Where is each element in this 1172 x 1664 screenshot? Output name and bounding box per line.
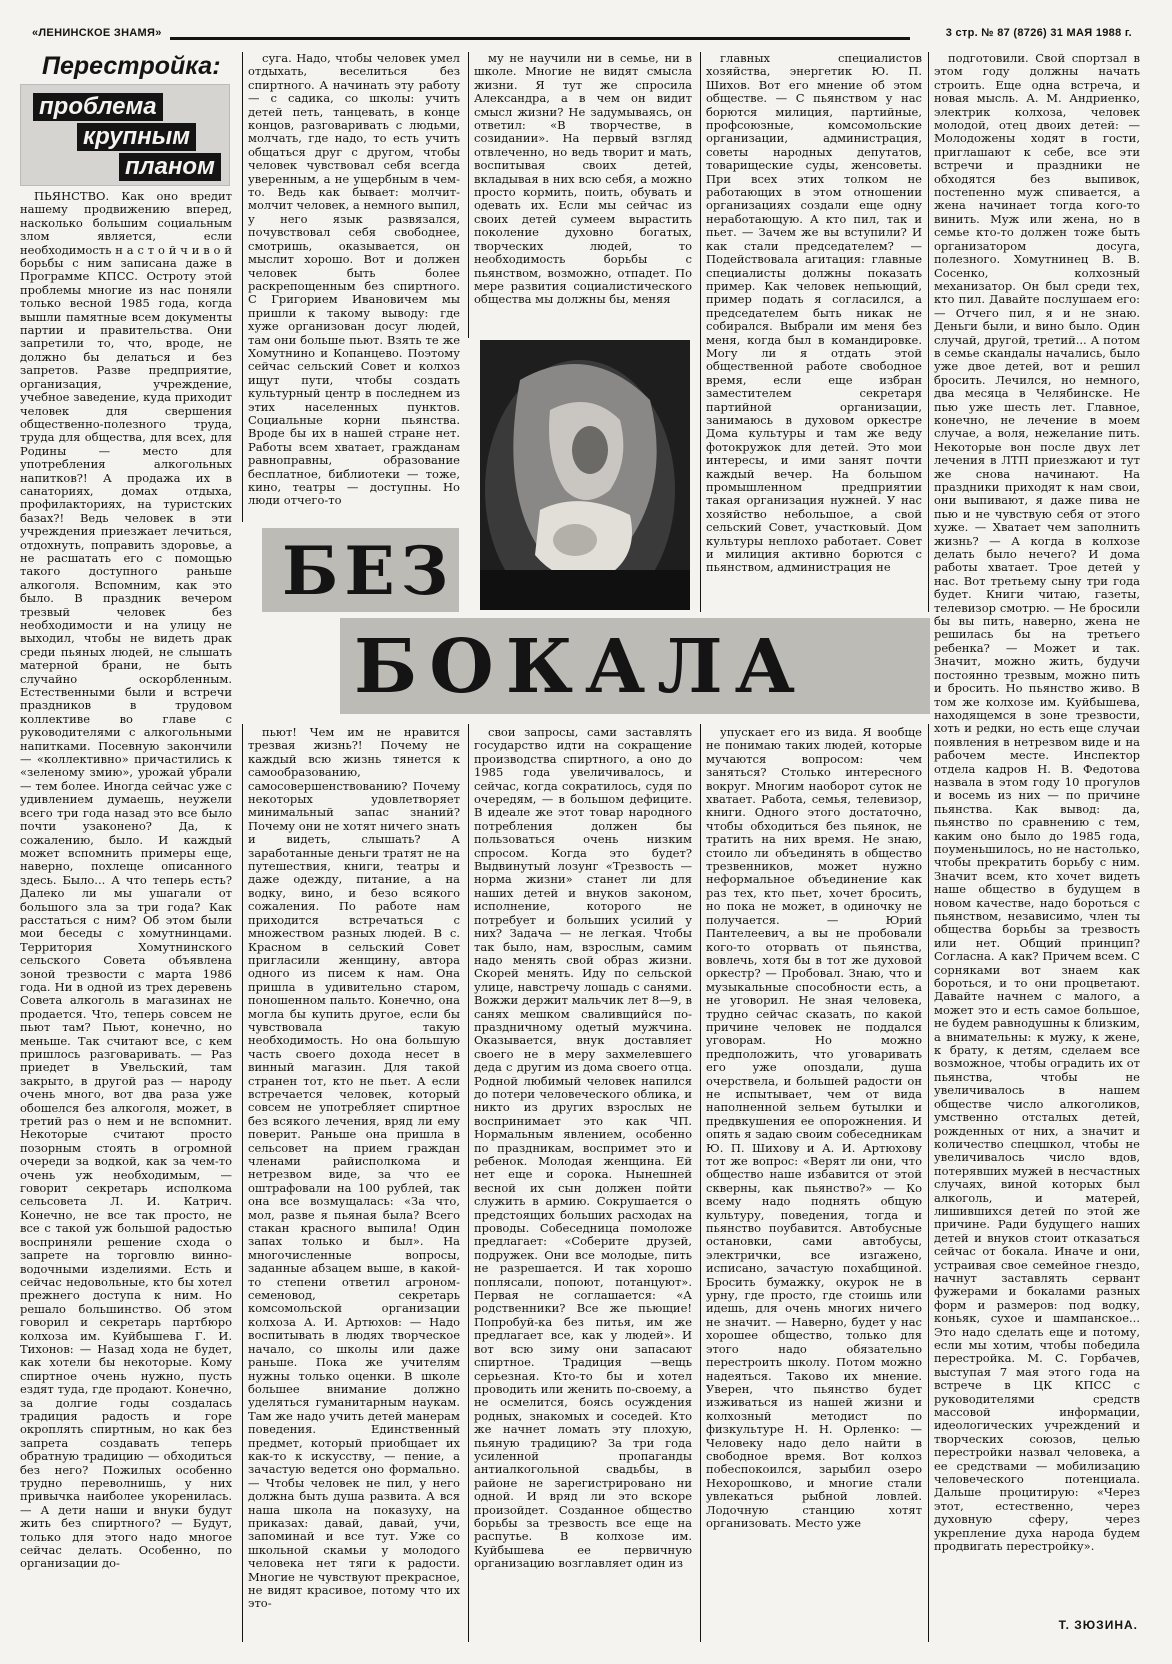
author-byline: Т. ЗЮЗИНА. [1058,1618,1138,1632]
mother-and-child-photo [480,340,690,610]
article-title-text: БОКАЛА [354,624,807,710]
article-column-1 [20,190,232,1640]
article-column-3 [474,52,692,336]
newspaper-name: «ЛЕНИНСКОЕ ЗНАМЯ» [32,27,162,39]
column-rule [700,724,701,1642]
rubric-line-3: планом [119,153,221,181]
header-rule [170,37,910,40]
article-text: главных специалистов хозяйства, энергетик Ю. П. Шихов. Вот его мнение об этом обществе. — С пьянством у нас борются милиция, партийные, профсоюзные, комсомольские организации, администрация, советы народных депутатов, товарищеские суды, женсоветы. При всех этих толком не работающих в этом отношении организациях создали еще одну неработающую. А кто пил, так и пьет. — Зачем же вы вступили? И как стали председателем? — Подействовала агитация: главные специалисты должны показать пример. Как человек непьющий, пример подать я согласился, а председателем быть никак не собирался. Выбрали им меня без меня, когда был в командировке. Могу ли я отдать этой общественной работе свободное время, если еще избран заместителем секретаря партийной организации, занимаюсь в духовом оркестре Дома культуры и там же веду фотокружок для детей. Это мои интересы, и ими занят почти каждый вечер. На большом промышленном предприятии такая организация нужней. У нас хозяйство небольшое, а свой сельский Совет, участковый. Дом культуры неплохо работает. Совет и милиция активно борются с пьянством, администрация не [706,52,922,575]
rubric-line-1: проблема [33,93,163,121]
article-column-7 [474,726,692,1640]
rubric-title: Перестройка: [42,52,221,80]
column-rule [242,52,243,522]
rubric-banner [20,84,230,186]
column-rule [928,52,929,612]
article-text: свои запросы, сами заставлять государство идти на сокращение производства спиртного, а оно до 1985 года увеличивалось, и сейчас, когда сократилось, судя по очередям, — в большом дефиците. В идеале же этот товар народного потребления должен бы пользоваться очень низким спросом. Когда это будет? Выдвинутый лозунг «Трезвость — норма жизни» станет ли для наших детей и внуков законом, исполнение, которого не потребует и больших усилий у них? Задача — не легкая. Чтобы так было, нам, взрослым, самим надо менять свой образ жизни. Скорей менять. Иду по сельской улице, навстречу лошадь с санями. Вожжи держит мальчик лет 8—9, в санях мешком сваливщийся по-праздничному одетый мужчина. Оказывается, внук доставляет своего не в меру захмелевшего деда с другим из дома своего отца. Родной любимый человек напился до потери человеческого облика, и никто из других взрослых не воспринимает это как ЧП. Нормальным явлением, особенно по праздникам, воспримет это и ребенок. Молодая женщина. Ей нет еще и сорока. Нынешней весной их сын должен пойти служить в армию. Сокрушается о предстоящих больших расходах на проводы. Собеседница помоложе предлагает: «Соберите друзей, подружек. Они все молодые, пить не разрешается. И так хорошо поплясали, попоют, потанцуют». Первая не соглашается: «А родственники? Все же пьющие! Попробуй-ка без питья, им же предлагает все, как у людей». И вот всю зиму они запасают спиртное. Традиция —вещь серьезная. Кто-то бы и хотел проводить или женить по-своему, а не осмелится, боясь осуждения родных, знакомых и соседей. Кто же начнет ломать эту плохую, пьяную традицию? За три года усиленной пропаганды антиалкогольной свадьбы, в районе не зарегистрировано ни одной. И вряд ли это вскоре произойдет. Созданное общество борьбы за трезвость все еще на распутье. В колхозе им. Куйбышева ее первичную организацию возглавляет один из [474,726,692,1571]
article-text: подготовили. Свой спортзал в этом году должны начать строить. Еще одна встреча, и новая мысль. А. М. Андриенко, электрик колхоза, человек молодой, отец двоих детей: — Молодожены ходят в гости, приглашают к себе, все эти встречи и праздники не обходятся без выпивок, постепенно муж спивается, а жена начинает тогда кого-то винить. Муж или жена, но в семье кто-то должен тоже быть организатором досуга, полезного. Хомутнинец В. В. Сосенко, колхозный механизатор. Он был среди тех, кто пил. Давайте послушаем его: — Отчего пил, я и не знаю. Деньги были, и вино было. Один случай, другой, третий... А потом в семье скандалы начались, было уже двое детей, вот и решил бросить. Лечился, но немного, два месяца в Челябинске. Не пью уже шесть лет. Главное, конечно, не лечение в моем случае, а воля, нежелание пить. Некоторые вон после двух лет лечения в ЛТП приезжают и тут же снова начинают. На праздники приходят к нам свои, они выпивают, я даже пива не пью и не чувствую себя от этого хуже. — Хватает чем заполнить жизнь? — А когда в колхозе делать было нечего? И дома работы хватает. Трое детей у нас. Вот третьему сыну три года будет. Книги читаю, газеты, телевизор смотрю. — Не бросили бы вы пить, наверно, жена не решилась бы на третьего ребенка? — Может и так. Значит, можно жить, будучи постоянно трезвым, можно пить и бросить. Но пьянство живо. В том же колхозе им. Куйбышева, находящемся в зоне трезвости, хоть и редки, но есть еще случаи появления в нетрезвом виде и на рабочем месте. Инспектор отдела кадров Н. В. Федотова назвала в этом году 10 прогулов и восемь из них — по причине пьянства. Как вывод: да, пьянство по сравнению с тем, каким оно было до 1985 года, поуменьшилось, но не настолько, чтобы прекратить борьбу с ним. Значит всем, кто хочет видеть наше общество в будущем в новом качестве, надо бороться с пьянством, независимо, член ты общества борьбы за трезвость или нет. Общий принцип? Согласна. А как? Причем всем. С сорняками вот знаем как бороться, и то они процветают. Давайте начнем с малого, а может это и есть самое большое, не будем равнодушны к близким, а внимательны: к мужу, к жене, к брату, к детям, сделаем все возможное, чтобы оградить их от пьянства, чтобы не увеличивалось в нашем обществе число алкоголиков, умственно отсталых детей, рожденных от них, а значит и количество спецшкол, чтобы не увеличивалось число вдов, потерявших мужей в несчастных случаях, виной которых был алкоголь, и матерей, лишившихся детей по этой же причине. Ради будущего наших детей и внуков стоит отказаться сейчас от бокала. Иначе и они, устраивая свое семейное гнездо, начнут заставлять сервант фужерами и бокалами разных форм и размеров: под водку, коньяк, сухое и шампанское... Это надо сделать еще и потому, если мы хотим, чтобы победила перестройка. М. С. Горбачев, выступая 7 мая этого года на встрече в ЦК КПСС с руководителями средств массовой информации, идеологических учреждений и творческих союзов, целью перестройки назвал человека, а ее средствами — мобилизацию человеческого потенциала. Дальше процитирую: «Через этот, естественно, через духовную сферу, через укрепление духа народа будем продвигать перестройку». [934,52,1140,1554]
column-rule [468,724,469,1642]
column-rule [700,52,701,612]
article-text: пьют! Чем им не нравится трезвая жизнь?! Почему не каждый всю жизнь тянется к самообразованию, самосовершенствованию? Почему некоторых удовлетворяет минимальный запас знаний? Почему они не хотят ничего знать и видеть, слышать? А заработанные деньги тратят не на путешествия, книги, театры и даже одежду, питание, а на водку, вино, и безо всякого сожаления. По работе нам приходится встречаться с множеством разных людей. В с. Красном в сельский Совет пригласили женщину, автора одного из писем к нам. Она пришла в удивительно старом, поношенном пальто. Конечно, она могла бы купить другое, если бы чувствовала такую необходимость. Но она большую часть своего дохода несет в винный магазин. Для такой странен тот, кто не пьет. А если встречается человек, который совсем не употребляет спиртное без всякого лечения, вряд ли ему поверит. Раньше она пришла в сельсовет на прием граждан членами райисполкома и нетрезвом виде, за что ее оштрафовали на 100 рублей, так она все возмущалась: «За что, мол, разве я пьяная была? Всего стакан красного выпила! Один запах только и был». На многочисленные вопросы, заданные абзацем выше, в какой-то степени ответил агроном-семеновод, секретарь комсомольской организации колхоза А. И. Артюхов: — Надо воспитывать в людях творческое начало, со школы или даже раньше. Пока же учителям нужны только оценки. В школе большее внимание должно уделяться гуманитарным наукам. Там же надо учить детей манерам поведения. Единственный предмет, который приобщает их как-то к искусству, — пение, а зачастую ведется оно формально. — Чтобы человек не пил, у него должна быть душа развита. А вся наша школа на показуху, на приказах: давай, давай, учи, запоминай и все тут. Уже со школьной скамьи у молодого человека нет тяги к радости. Многие не чувствуют прекрасное, не видят красивое, потому что их это- [248,726,460,1611]
photo-illustration [480,340,690,610]
article-column-2 [248,52,460,522]
rubric-line-2: крупным [77,123,196,151]
article-title-part-1 [262,528,459,612]
article-column-8 [706,726,922,1640]
article-text: суга. Надо, чтобы человек умел отдыхать, веселиться без спиртного. А начинать эту работу — с садика, со школы: учить детей петь, танцевать, в конце концов, разговаривать с людьми, молчать, где надо, то есть учить общаться друг с другом, чтобы человек чувствовал себя всегда уверенным, а не ущербным в чем-то. Ведь как бывает: молчит-молчит человек, а немного выпил, у него язык развязался, почувствовал себя свободнее, смотришь, оказывается, он мыслит хорошо. Вот и должен человек быть более раскрепощенным без спиртного. С Григорием Ивановичем мы пришли к такому выводу: где хуже организован досуг людей, там они больше пьют. Взять те же Хомутнино и Копанцево. Поэтому сейчас сельский Совет и колхоз ищут пути, чтобы создать культурный центр в последнем из этих населенных пунктов. Социальные корни пьянства. Вроде бы их в нашей стране нет. Работы всем хватает, гражданам равноправны, образование бесплатное, библиотеки — тоже, кино, театры — доступны. Но люди отчего-то [248,52,460,508]
article-text: упускает его из вида. Я вообще не понимаю таких людей, которые мучаются вопросом: чем заняться? Столько интересного вокруг. Многим наоборот суток не хватает. Работа, семья, телевизор, книги. Одного этого достаточно, чтобы обходиться без пьянок, не тратить на них время. Не знаю, стоило ли объединять в общество трезвенников, может нужно неформальное объединение как раз тех, кто пьет, хочет бросить, но пока не может, в одиночку не получается. — Юрий Пантелеевич, а вы не пробовали кого-то оторвать от пьянства, вовлечь, хотя бы в тот же духовой оркестр? — Пробовал. Знаю, что и музыкальные способности есть, а не уговорил. Не зная человека, трудно сейчас сказать, по какой причине человек не поддался уговорам. Но можно предположить, что уговаривать его уже опоздали, душа очерствела, и большей радости он не испытывает, чем от вида наполненной зельем бутылки и предвкушения ее опорожнения. И опять я задаю своим собеседникам Ю. П. Шихову и А. И. Артюхову тот же вопрос: «Верят ли они, что общество наше избавится от этой скверны, как пьянство?» — Ко всему надо поднять общую культуру, поведения, тогда и пьянство поубавится. Автобусные остановки, сами автобусы, электрички, все изгажено, исписано, зачастую похабщиной. Бросить бумажку, окурок не в урну, где просто, где стоишь или идешь, для очень многих ничего не значит. — Наверно, будет у нас хорошее общество, только для этого надо обязательно перестроить школу. Потом можно надеяться. Таково их мнение. Уверен, что пьянство будет изживаться из нашей жизни и колхозный методист по физкультуре Н. Н. Орленко: — Человеку надо дело найти в свободное время. Вот колхоз побеспокоился, зарыбил озеро Нехорошково, и многие стали увлекаться рыбной ловлей. Лодочную станцию хотят организовать. Место уже [706,726,922,1530]
column-rule [928,724,929,1642]
column-rule [468,52,469,338]
article-column-4 [706,52,922,612]
column-rule [242,724,243,1642]
article-title-part-2 [340,618,930,714]
issue-info: 3 стр. № 87 (8726) 31 МАЯ 1988 г. [945,27,1132,39]
article-text: ПЬЯНСТВО. Как оно вредит нашему продвижению вперед, насколько большим социальным злом является, если необходимость н а с т о й ч и в о й борьбы с ним записана даже в Программе КПСС. Остроту этой проблемы многие из нас поняли только весной 1985 года, когда вышли памятные всем документы партии и правительства. Они запретили то, что, вроде, не должно бы делаться и без запретов. Разве предприятие, организация, учреждение, учебное заведение, куда приходит человек для свершения общественно-полезного труда, труда для общества, для всех, для Родины — место для употребления алкогольных напитков?! А продажа их в санаториях, домах отдыха, профилакториях, на туристских базах?! Ведь человек в эти учреждения приезжает лечиться, отдохнуть, поправить здоровье, а не расшатать его с помощью такого доступного раньше алкоголя. Вспомним, как это было. В праздник вечером трезвый человек без необходимости и на улицу не выходил, чтобы не видеть драк среди пьяных людей, не слышать матерной брани, не быть случайно оскорбленным. Естественными были и встречи праздников в трудовом коллективе во главе с руководителями с алкогольными напитками. Посевную закончили — «коллективно» причастились к «зеленому змию», урожай убрали— тем более. Иногда сейчас уже с удивлением думаешь, неужели всего три года назад это все было почти узаконено? Да, к сожалению, было. И каждый может вспомнить примеры еще, наверно, похлеще описанного здесь. Было... А что теперь есть? Далеко ли мы ушагали от большого зла за три года? Как расстаться с ним? Об этом были мои беседы с хомутнинцами. Территория Хомутнинского сельского Совета объявлена зоной трезвости с марта 1986 года. Ни в одной из трех деревень Совета алкоголь в магазинах не продается. Что, теперь совсем не пьют там? Пьют, конечно, но меньше. Так считают все, с кем пришлось разговаривать. — Раз приедет в Увельский, там закрыто, в другой раз — народу очень много, вот два раза уже обошелся без алкоголя, может, в третий раз о нем и не вспомнит. Некоторые считают просто позорным стоять в огромной очереди за водкой, как за чем-то очень уж необходимым, — говорит секретарь исполкома сельсовета Л. И. Катрич. Конечно, не все так просто, не все с такой уж большой радостью восприняли решение схода о запрете на торговлю винно-водочными изделиями. Есть и сейчас недовольные, кто бы хотел прежнего доступа к ним. Но решало большинство. Об этом говорил и секретарь партбюро колхоза им. Куйбышева Г. И. Тихонов: — Назад хода не будет, как хотели бы некоторые. Кому спиртное очень нужно, пусть ездят туда, где продают. Конечно, за долгие годы создалась традиция радость и горе окроплять спиртным, но как без запрета создавать теперь обратную традицию — обходиться без него? Пожилых особенно трудно переволнишь, у них привычка наиболее укоренилась. — А дети наши и внуки будут жить без спиртного? — Будут, только для этого надо многое сейчас делать. Особенно, по организации до- [20,190,232,1571]
article-title-text: БЕЗ [282,532,455,610]
article-text: му не научили ни в семье, ни в школе. Многие не видят смысла жизни. Я тут же спросила Александра, а в чем он видит смысл жизни? Не задумываясь, он ответил: «В творчестве, в созидании». На первый взгляд отвлеченно, но ведь творит и мать, воспитывая своих детей, вкладывая в них всю себя, а можно просто кормить, поить, обувать и одевать их. Если мы сейчас из своих детей сумеем вырастить поколение духовно богатых, творческих людей, то необходимость борьбы с пьянством, возможно, отпадет. По мере развития социалистического общества мы должны бы, меняя [474,52,692,307]
article-column-5 [934,52,1140,1612]
article-column-6 [248,726,460,1640]
